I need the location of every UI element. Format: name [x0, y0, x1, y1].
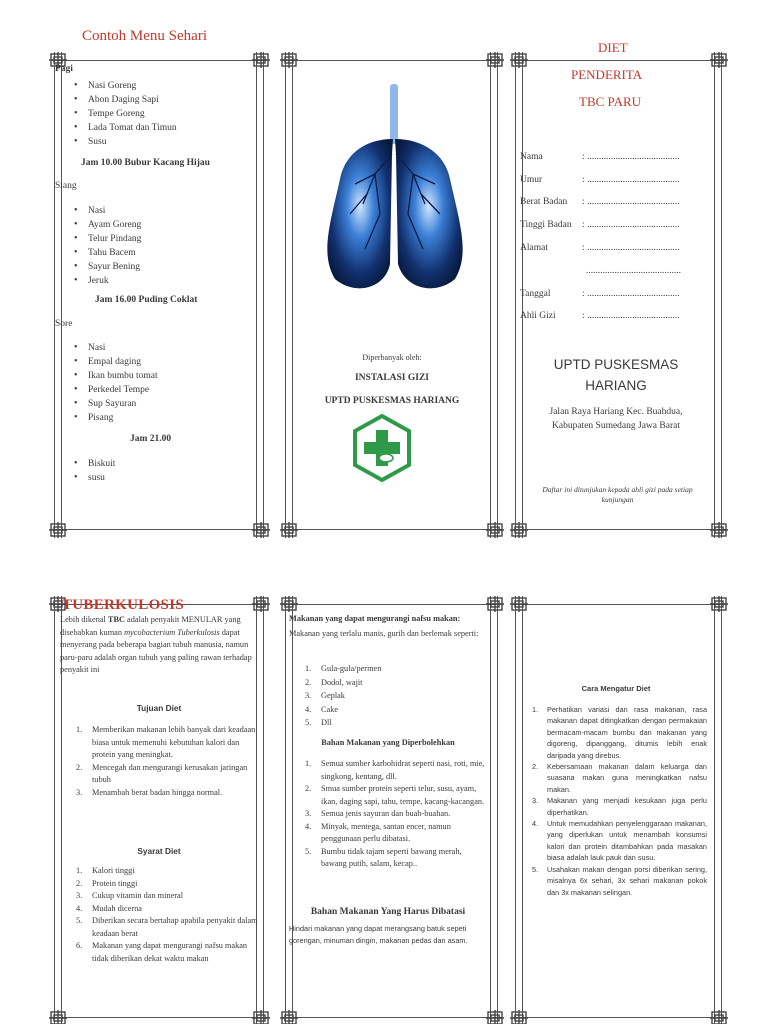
list-item: • Jeruk — [56, 274, 256, 288]
cara-title: Cara Mengatur Diet — [581, 684, 651, 693]
intro-text-a: Lebih dikenal — [60, 615, 108, 624]
frame-border-line — [263, 596, 264, 1024]
frame-knot-icon — [710, 1010, 728, 1024]
form-field-row — [520, 152, 712, 162]
frame-border-line — [721, 596, 722, 1024]
snack-3: Jam 21.00 — [130, 434, 172, 444]
frame-border-line — [490, 596, 491, 1024]
list-item: Cukup vitamin dan mineral — [92, 891, 184, 900]
list-item: Perhatikan variasi dan rasa makanan, rasa makanan dapat ditingkatkan dengan permakaian bermacam-macam bumbu dan makanan yang digoreng, dipanggang, ditumis lebih enak daripada yang direbus. — [547, 705, 707, 760]
cara-list — [532, 704, 707, 898]
list-item: Memberikan makanan lebih banyak dari keadaan biasa untuk memenuhi kebutuhan kalori dan protein yang meningkat. — [92, 725, 256, 759]
form-field-blank[interactable]: ........................................ — [586, 266, 681, 276]
tuberkulosis-title: TUBERKULOSIS — [62, 597, 184, 613]
list-item: Mencegah dan mengurangi kerusakan jaringan tubuh — [92, 762, 248, 784]
frame-knot-icon — [486, 596, 504, 612]
form-field-row — [520, 220, 712, 230]
frame-border-line — [714, 52, 715, 538]
sore-list — [56, 341, 256, 425]
frame-knot-icon — [710, 596, 728, 612]
syarat-list — [76, 865, 260, 965]
boleh-list — [305, 758, 485, 871]
cover-panel — [283, 52, 501, 542]
tujuan-title: Tujuan Diet — [136, 703, 182, 713]
list-item: Mudah dicerna — [92, 903, 142, 913]
title-diet: DIET — [598, 40, 628, 55]
frame-knot-icon — [710, 52, 728, 68]
frame-knot-icon — [252, 596, 270, 612]
pagi-label: Pagi — [55, 64, 73, 74]
list-item: • Nasi Goreng — [56, 79, 256, 93]
list-item: • Empal daging — [56, 355, 256, 369]
siang-list — [56, 204, 256, 288]
form-field-label: Ahli Gizi — [520, 311, 556, 321]
list-item: Usahakan makan dengan porsi diberikan sering, misalnya 6x sehari, 3x sehari makanan pokok dan 3x makanan selingan. — [547, 864, 707, 897]
list-item: Protein tinggi — [92, 878, 138, 888]
nafsu-list — [305, 662, 485, 730]
puskesmas-logo-icon — [352, 414, 412, 482]
menu-panel — [52, 28, 267, 538]
frame-border-line — [513, 1017, 725, 1018]
org-uptd: UPTD PUSKESMAS HARIANG — [324, 396, 460, 406]
form-field-blank[interactable]: : ....................................... — [582, 243, 680, 253]
frame-knot-icon — [280, 1010, 298, 1024]
frame-knot-icon — [510, 1010, 528, 1024]
frame-border-line — [54, 596, 55, 1024]
list-item: • Ayam Goreng — [56, 218, 256, 232]
list-item: Minyak, mentega, santan encer, namun penggunaan perlu dibatasi. — [321, 821, 451, 843]
lungs-image — [295, 84, 491, 298]
list-item: • Nasi — [56, 341, 256, 355]
list-item: • Tahu Bacem — [56, 246, 256, 260]
list-item: • Tempe Goreng — [56, 107, 256, 121]
list-item: • Biskuit — [56, 457, 256, 471]
list-item: Kalori tinggi — [92, 866, 135, 875]
frame-knot-icon — [510, 596, 528, 612]
puskesmas-name-2: HARIANG — [585, 378, 647, 393]
intro-paragraph — [60, 614, 258, 677]
syarat-title: Syarat Diet — [137, 846, 181, 856]
tujuan-list — [76, 724, 260, 799]
form-field-row — [520, 311, 712, 321]
list-item: Semua sumber karbohidrat seperti nasi, roti, mie, singkong, kentang, dll. — [321, 759, 485, 781]
list-item: Gula-gula/permen — [321, 664, 382, 673]
form-field-row — [520, 175, 712, 185]
list-item: Diberikan secara bertahap apabila penyakit dalam keadaan berat — [92, 916, 258, 938]
form-field-row — [520, 197, 712, 207]
title-tbc-paru: TBC PARU — [579, 94, 642, 109]
frame-knot-icon — [486, 1010, 504, 1024]
list-item: Dll — [321, 718, 332, 727]
snack-2: Jam 16.00 Puding Coklat — [95, 295, 198, 305]
form-field-blank[interactable]: : ....................................... — [582, 220, 680, 230]
form-field-label: Umur — [520, 175, 543, 185]
list-item: • Sayur Bening — [56, 260, 256, 274]
list-item: • Telur Pindang — [56, 232, 256, 246]
batasi-text: Hindari makanan yang dapat merangsang batuk sepeti gorengan, minuman dingin, makanan pedas dan asam. — [289, 924, 468, 945]
org-instalasi: INSTALASI GIZI — [354, 373, 429, 383]
sore-label: Sore — [55, 319, 73, 329]
siang-label: Siang — [55, 181, 77, 191]
diperbanyak-label: Diperbanyak oleh: — [362, 353, 422, 362]
form-field-blank[interactable]: : ....................................... — [582, 311, 680, 321]
frame-border-line — [513, 60, 725, 61]
form-field-label: Alamat — [520, 243, 548, 253]
kunjungan-note: Daftar ini ditunjukan kepada ahli gizi pada setiap kunjungan — [542, 485, 693, 504]
list-item: • susu — [56, 471, 256, 485]
pagi-list — [56, 79, 256, 149]
frame-border-line — [285, 596, 286, 1024]
address-line-2: Kabupaten Sumedang Jawa Barat — [552, 421, 680, 431]
puskesmas-name-1: UPTD PUSKESMAS — [553, 357, 679, 372]
form-field-row — [586, 266, 716, 276]
form-field-label: Berat Badan — [520, 197, 568, 207]
list-item: Kebersamaan makanan dalam keluarga dan suasana makan guna meningkatkan nafsu makan. — [547, 762, 707, 794]
frame-border-line — [497, 596, 498, 1024]
frame-knot-icon — [252, 1010, 270, 1024]
frame-knot-icon — [510, 522, 528, 538]
list-item: Semua jenis sayuran dan buah-buahan. — [321, 809, 451, 818]
frame-border-line — [52, 1017, 267, 1018]
form-field-label: Nama — [520, 152, 543, 162]
list-item: • Lada Tomat dan Timun — [56, 121, 256, 135]
frame-knot-icon — [280, 596, 298, 612]
form-field-label: Tanggal — [520, 289, 551, 299]
form-field-label: Tinggi Badan — [520, 220, 572, 230]
intro-text-organism: mycobacterium Tuberkulosis — [124, 627, 220, 637]
frame-border-line — [522, 596, 523, 1024]
form-field-blank[interactable]: : ....................................... — [582, 175, 680, 185]
frame-border-line — [283, 1017, 501, 1018]
list-item: Dodol, wajit — [321, 677, 363, 687]
list-item: Menambah berat badan hingga normal. — [92, 787, 223, 797]
form-field-row — [520, 289, 712, 299]
form-field-row — [520, 243, 712, 253]
frame-knot-icon — [710, 522, 728, 538]
intro-text-c: adalah penyakit MENULAR yang disebabkan kuman — [60, 615, 241, 637]
menu-title: Contoh Menu Sehari — [82, 28, 207, 44]
frame-border-line — [513, 529, 725, 530]
form-field-blank[interactable]: : ....................................... — [582, 197, 680, 207]
list-item: • Perkedel Tempe — [56, 383, 256, 397]
frame-border-line — [515, 596, 516, 1024]
intro-text-e: dapat menyerang pada beberapa bagian tubuh manusia, namun paru-paru adalah organ tubuh yang paling rawan terhadap penyakit ini — [60, 627, 252, 674]
boleh-title: Bahan Makanan yang Diperbolehkan — [321, 738, 455, 747]
list-item: • Sup Sayuran — [56, 397, 256, 411]
list-item: • Ikan bumbu tomat — [56, 369, 256, 383]
frame-knot-icon — [510, 52, 528, 68]
list-item: • Susu — [56, 135, 256, 149]
nafsu-subtext: Makanan yang terlalu manis, gurih dan berlemak seperti: — [289, 629, 479, 638]
address-line-1: Jalan Raya Hariang Kec. Buahdua, — [549, 407, 683, 417]
list-item: Geplak — [321, 691, 345, 700]
list-item: • Pisang — [56, 411, 256, 425]
frame-border-line — [513, 604, 725, 605]
list-item: Bumbu tidak tajam seperti bawang merah, bawang putih, salam, kecap.. — [321, 846, 462, 868]
snack-1: Jam 10.00 Bubur Kacang Hijau — [81, 158, 210, 168]
frame-border-line — [721, 52, 722, 538]
frame-knot-icon — [49, 1010, 67, 1024]
frame-border-line — [283, 604, 501, 605]
intro-text-tbc: TBC — [107, 615, 125, 624]
list-item: • Nasi — [56, 204, 256, 218]
frame-border-line — [714, 596, 715, 1024]
list-item: • Abon Daging Sapi — [56, 93, 256, 107]
title-penderita: PENDERITA — [571, 67, 643, 82]
list-item: Makanan yang menjadi kesukaan juga perlu diperhatikan. — [547, 796, 707, 817]
batasi-title: Bahan Makanan Yang Harus Dibatasi — [310, 907, 466, 917]
list-item: Untuk memudahkan penyelenggaraan makanan, yang diperlukan untuk menambah konsumsi kalori dan protein ditambahkan pada masakan biasa adalah lauk pauk dan susu. — [547, 819, 707, 863]
malam-list — [56, 457, 256, 485]
form-field-blank[interactable]: : ....................................... — [582, 152, 680, 162]
list-item: Cake — [321, 704, 339, 714]
list-item: Makanan yang dapat mengurangi nafsu makan tidak diberikan dekat waktu makan — [92, 941, 248, 963]
form-field-blank[interactable]: : ....................................... — [582, 289, 680, 299]
nafsu-heading: Makanan yang dapat mengurangi nafsu makan: — [289, 614, 461, 623]
frame-border-line — [292, 596, 293, 1024]
frame-border-line — [515, 52, 516, 538]
list-item: Smua sumber protein seperti telur, susu, ayam, ikan, daging sapi, tahu, tempe, kacang-kacangan. — [321, 784, 485, 806]
